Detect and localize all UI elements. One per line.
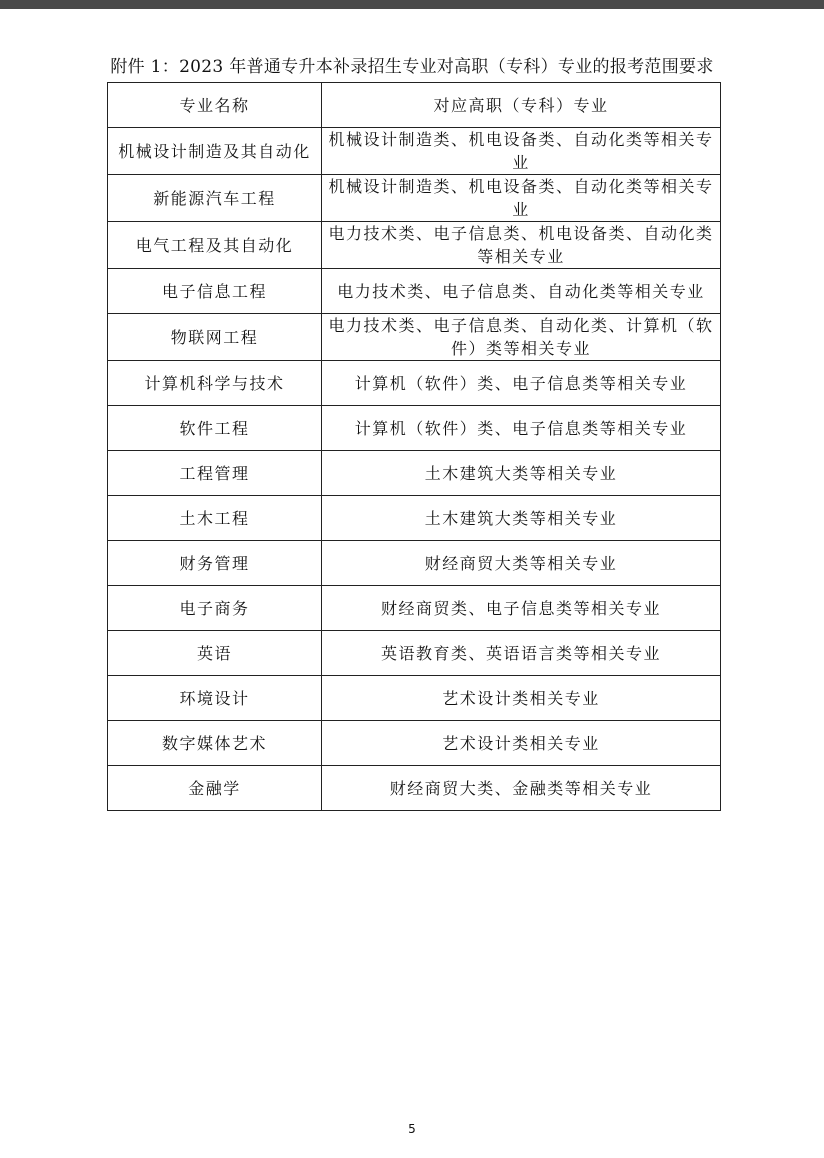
major-name-cell: 计算机科学与技术 [108,361,322,406]
major-name-cell: 数字媒体艺术 [108,721,322,766]
viewer-top-bar [0,0,824,9]
scope-cell: 财经商贸类、电子信息类等相关专业 [322,586,721,631]
header-scope: 对应高职（专科）专业 [322,83,721,128]
scope-cell: 电力技术类、电子信息类、自动化类等相关专业 [322,269,721,314]
scope-cell: 艺术设计类相关专业 [322,676,721,721]
table-row [108,541,721,586]
table-row [108,631,721,676]
table-row [108,766,721,811]
scope-cell: 机械设计制造类、机电设备类、自动化类等相关专业 [322,128,721,175]
table-row [108,406,721,451]
major-name-cell: 物联网工程 [108,314,322,361]
scope-cell: 财经商贸大类等相关专业 [322,541,721,586]
table-row [108,721,721,766]
scope-cell: 机械设计制造类、机电设备类、自动化类等相关专业 [322,175,721,222]
page-title: 附件 1：2023 年普通专升本补录招生专业对高职（专科）专业的报考范围要求 [110,57,714,77]
major-name-cell: 英语 [108,631,322,676]
scope-cell: 计算机（软件）类、电子信息类等相关专业 [322,361,721,406]
major-name-cell: 机械设计制造及其自动化 [108,128,322,175]
major-name-cell: 新能源汽车工程 [108,175,322,222]
scope-cell: 电力技术类、电子信息类、机电设备类、自动化类等相关专业 [322,222,721,269]
table-row [108,496,721,541]
major-name-cell: 土木工程 [108,496,322,541]
table-row [108,361,721,406]
major-name-cell: 金融学 [108,766,322,811]
table-row [108,676,721,721]
scope-cell: 土木建筑大类等相关专业 [322,496,721,541]
major-name-cell: 电子商务 [108,586,322,631]
major-name-cell: 财务管理 [108,541,322,586]
table-row [108,314,721,361]
major-name-cell: 软件工程 [108,406,322,451]
major-name-cell: 环境设计 [108,676,322,721]
scope-cell: 财经商贸大类、金融类等相关专业 [322,766,721,811]
scope-cell: 电力技术类、电子信息类、自动化类、计算机（软件）类等相关专业 [322,314,721,361]
major-name-cell: 电子信息工程 [108,269,322,314]
table-row [108,586,721,631]
scope-cell: 计算机（软件）类、电子信息类等相关专业 [322,406,721,451]
major-name-cell: 电气工程及其自动化 [108,222,322,269]
table-row [108,128,721,175]
table-row [108,175,721,222]
table-row [108,451,721,496]
scope-cell: 艺术设计类相关专业 [322,721,721,766]
table-row [108,222,721,269]
table-header-row [108,83,721,128]
major-scope-table [107,82,721,811]
page-number: 5 [408,1122,416,1136]
scope-cell: 英语教育类、英语语言类等相关专业 [322,631,721,676]
major-name-cell: 工程管理 [108,451,322,496]
header-major-name: 专业名称 [108,83,322,128]
scope-cell: 土木建筑大类等相关专业 [322,451,721,496]
table-row [108,269,721,314]
